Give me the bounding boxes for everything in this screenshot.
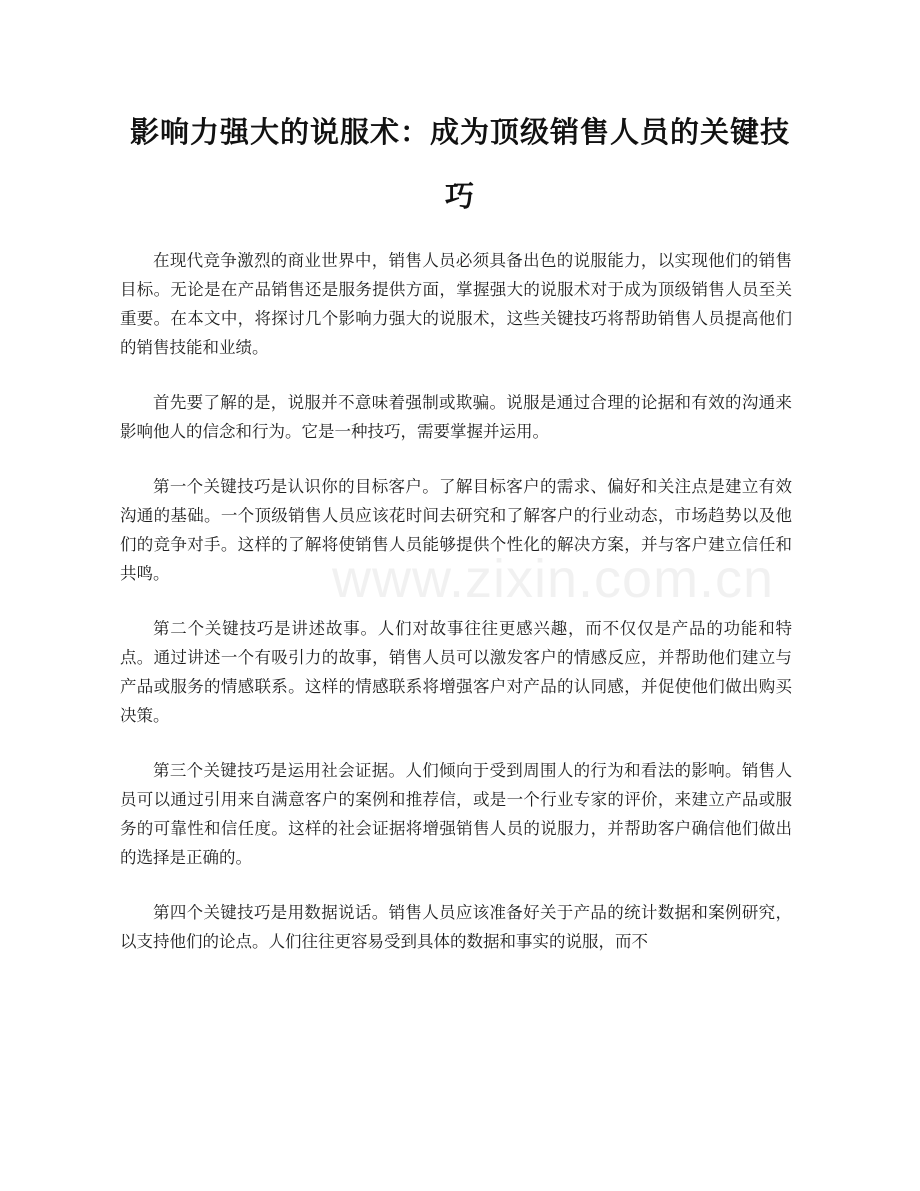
document-body xyxy=(120,246,792,982)
paragraph-tip-four: 第四个关键技巧是用数据说话。销售人员应该准备好关于产品的统计数据和案例研究，以支持他们的论点。人们往往更容易受到具体的数据和事实的说服，而不 xyxy=(120,903,792,951)
document-title: 影响力强大的说服术：成为顶级销售人员的关键技巧 xyxy=(129,115,790,213)
paragraph-definition: 首先要了解的是，说服并不意味着强制或欺骗。说服是通过合理的论据和有效的沟通来影响他人的信念和行为。它是一种技巧，需要掌握并运用。 xyxy=(120,393,792,441)
watermark: www.zixin.com.cn xyxy=(332,549,775,609)
paragraph-intro: 在现代竞争激烈的商业世界中，销售人员必须具备出色的说服能力，以实现他们的销售目标。无论是在产品销售还是服务提供方面，掌握强大的说服术对于成为顶级销售人员至关重要。在本文中，将探讨几个影响力强大的说服术，这些关键技巧将帮助销售人员提高他们的销售技能和业绩。 xyxy=(120,251,792,357)
paragraph-tip-three: 第三个关键技巧是运用社会证据。人们倾向于受到周围人的行为和看法的影响。销售人员可以通过引用来自满意客户的案例和推荐信，或是一个行业专家的评价，来建立产品或服务的可靠性和信任度。这样的社会证据将增强销售人员的说服力，并帮助客户确信他们做出的选择是正确的。 xyxy=(120,761,792,867)
paragraph-tip-one: 第一个关键技巧是认识你的目标客户。了解目标客户的需求、偏好和关注点是建立有效沟通的基础。一个顶级销售人员应该花时间去研究和了解客户的行业动态，市场趋势以及他们的竞争对手。这样的了解将使销售人员能够提供个性化的解决方案，并与客户建立信任和共鸣。 xyxy=(120,477,792,583)
paragraph-tip-two: 第二个关键技巧是讲述故事。人们对故事往往更感兴趣，而不仅仅是产品的功能和特点。通过讲述一个有吸引力的故事，销售人员可以激发客户的情感反应，并帮助他们建立与产品或服务的情感联系。这样的情感联系将增强客户对产品的认同感，并促使他们做出购买决策。 xyxy=(120,619,792,725)
